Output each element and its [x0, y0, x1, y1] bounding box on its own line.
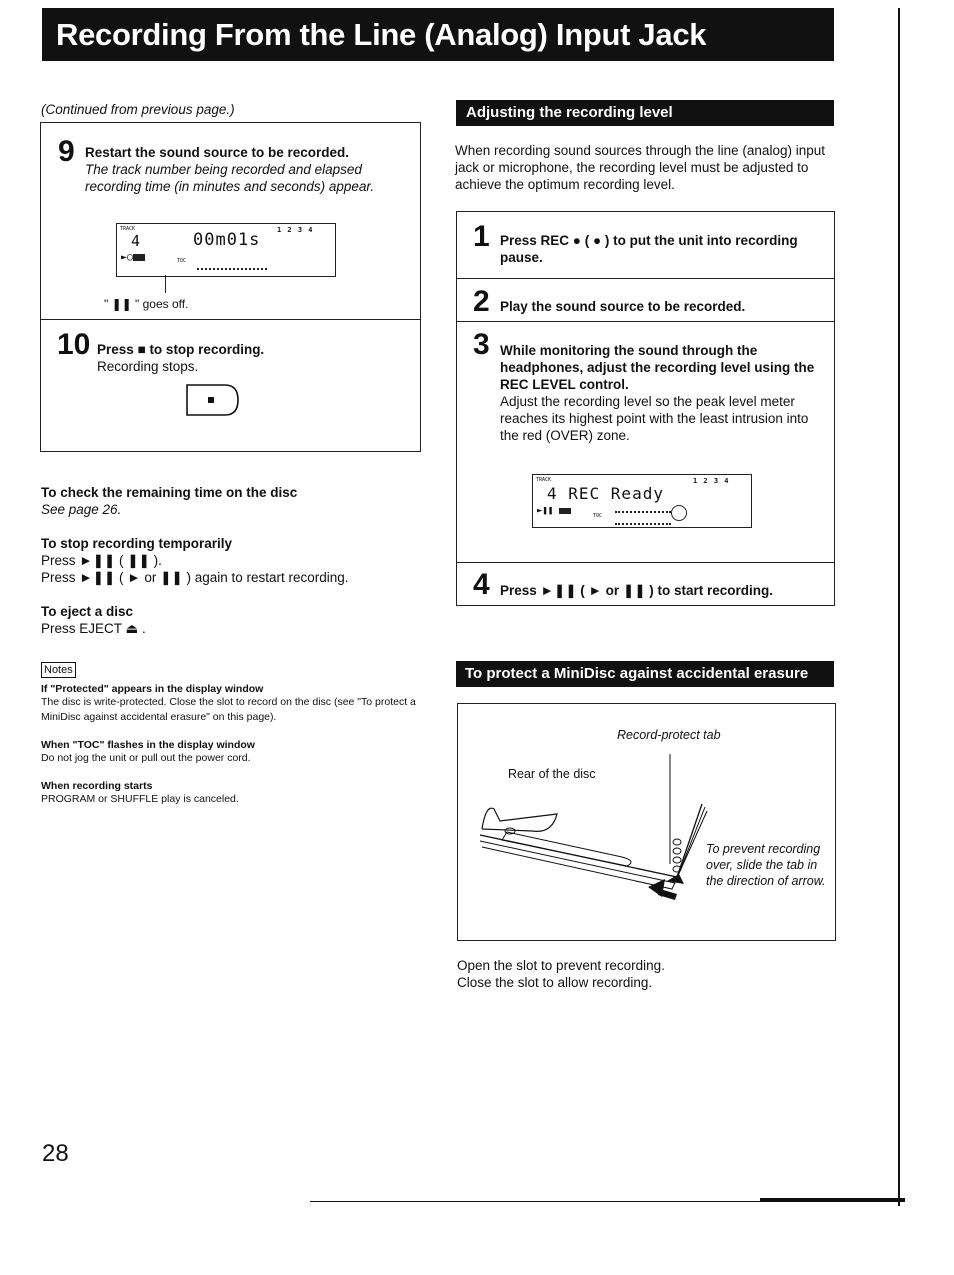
note-heading: If "Protected" appears in the display window [41, 683, 264, 695]
stop-button-icon [185, 383, 241, 417]
minidisc-diagram [472, 749, 712, 919]
page-title-bar [42, 8, 834, 61]
tip-heading: To check the remaining time on the disc [41, 485, 298, 500]
adjust-level-heading: Adjusting the recording level [466, 104, 673, 121]
display-track-indicators: 1 2 3 4 [277, 226, 314, 234]
adjust-steps-box [456, 211, 835, 606]
note-body: PROGRAM or SHUFFLE play is canceled. [41, 793, 239, 805]
adjust-intro: When recording sound sources through the line (analog) input jack or microphone, the recording level must be adjusted to achieve the optimum recording level. [455, 143, 825, 192]
step-9-body: The track number being recorded and elapsed recording time (in minutes and seconds) appear. [85, 162, 375, 194]
tips-section [41, 484, 421, 637]
toc-indicator-icon: TOC [177, 258, 187, 264]
adjust-step-4-number: 4 [473, 568, 490, 601]
note-heading: When recording starts [41, 780, 153, 792]
adjust-step-3-text: While monitoring the sound through the headphones, adjust the recording level using the REC LEVEL control. [500, 343, 815, 392]
track-label-icon: TRACK [536, 477, 552, 483]
divider [457, 562, 834, 563]
step-9-heading: Restart the sound source to be recorded. [85, 145, 350, 160]
notes-label: Notes [41, 662, 76, 678]
protect-diagram-box [457, 703, 836, 941]
label-prevent-recording: To prevent recording over, slide the tab in the direction of arrow. [706, 842, 826, 888]
label-rear-of-disc: Rear of the disc [508, 767, 596, 781]
page-number: 28 [42, 1140, 69, 1167]
adjust-step-3-body: Adjust the recording level so the peak level meter reaches its highest point with the least intrusion into the red (OVER) zone. [500, 394, 809, 443]
step-9-box [40, 122, 421, 320]
protect-heading-bar [456, 661, 834, 687]
step-10-box [40, 319, 421, 452]
step-10-number: 10 [57, 328, 91, 361]
level-meter-icon [615, 511, 671, 525]
adjust-step-2-text: Play the sound source to be recorded. [500, 299, 746, 314]
bottom-rule-thick [760, 1198, 905, 1202]
display-callout-line [165, 275, 166, 293]
adjust-level-heading-bar [456, 100, 834, 126]
divider [457, 278, 834, 279]
level-meter-icon [197, 260, 267, 270]
tip-line: Press ►❚❚ ( ❚❚ ). [41, 553, 162, 568]
display-track-indicators: 1 2 3 4 [693, 477, 730, 485]
tip-line: See page 26. [41, 502, 122, 517]
step-9-number: 9 [58, 135, 75, 168]
step-9-caption: " ❚❚ " goes off. [104, 297, 189, 311]
adjust-step-1-text: Press REC ● ( ● ) to put the unit into recording pause. [500, 233, 798, 265]
protect-footer [457, 957, 665, 991]
continued-note: (Continued from previous page.) [41, 102, 235, 117]
protect-footer-line: Open the slot to prevent recording. [457, 958, 665, 973]
note-heading: When "TOC" flashes in the display window [41, 739, 255, 751]
notes-section [41, 683, 416, 807]
over-zone-icon [671, 505, 687, 521]
adjust-step-3-number: 3 [473, 328, 490, 361]
toc-indicator-icon: TOC [593, 513, 603, 519]
display-track-number: 4 [131, 232, 141, 250]
label-record-protect-tab: Record-protect tab [617, 728, 721, 742]
step-10-body: Recording stops. [97, 359, 199, 374]
step-9-display [116, 223, 336, 277]
divider [457, 321, 834, 322]
page-title: Recording From the Line (Analog) Input Jack [56, 17, 707, 52]
play-pause-record-icon: ►❚❚ [537, 506, 571, 516]
adjust-step-1-number: 1 [473, 220, 490, 253]
tip-line: Press EJECT ⏏ . [41, 621, 146, 636]
note-body: Do not jog the unit or pull out the power cord. [41, 752, 251, 764]
protect-footer-line: Close the slot to allow recording. [457, 975, 653, 990]
play-record-icon: ►◯ [121, 252, 145, 263]
rec-ready-display [532, 474, 752, 528]
tip-line: Press ►❚❚ ( ► or ❚❚ ) again to restart recording. [41, 570, 349, 585]
note-body: The disc is write-protected. Close the slot to record on the disc (see "To protect a MiniDisc against accidental erasure" on this page). [41, 696, 416, 723]
tip-heading: To stop recording temporarily [41, 536, 233, 551]
display-rec-ready-text: 4 REC Ready [547, 484, 664, 503]
tip-heading: To eject a disc [41, 604, 134, 619]
protect-heading: To protect a MiniDisc against accidental erasure [465, 665, 809, 682]
adjust-step-2-number: 2 [473, 285, 490, 318]
step-10-heading: Press ■ to stop recording. [97, 342, 265, 357]
right-margin-rule [898, 8, 900, 1206]
adjust-step-4-text: Press ►❚❚ ( ► or ❚❚ ) to start recording. [500, 583, 774, 598]
display-elapsed-time: 00m01s [193, 230, 261, 250]
track-label-icon: TRACK [120, 226, 136, 232]
